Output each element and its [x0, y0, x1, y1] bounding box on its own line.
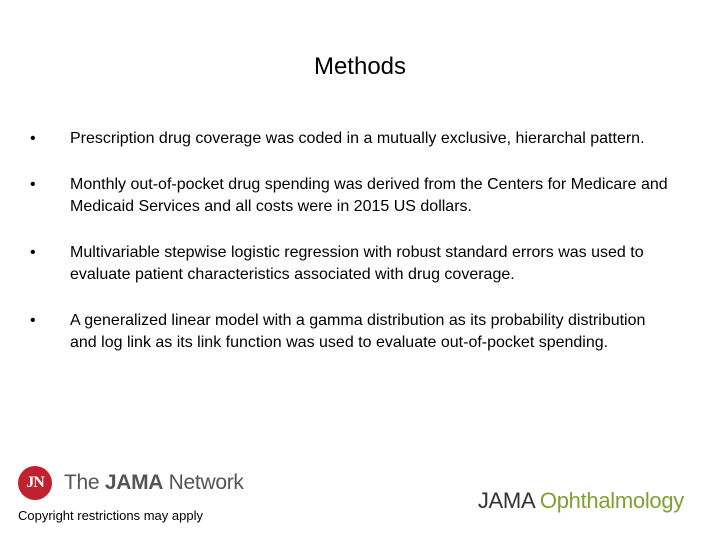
network-bold: JAMA: [104, 471, 164, 494]
slide-title: Methods: [313, 53, 407, 80]
bullet-marker: •: [30, 244, 36, 261]
bullet-marker: •: [30, 130, 36, 147]
bullet-text: Monthly out-of-pocket drug spending was derived from the Centers for Medicare and Medicaid Services and all costs were in 2015 US dollars.: [70, 176, 668, 215]
bullet-item: [20, 310, 670, 354]
bullet-text: A generalized linear model with a gamma distribution as its probability distribution and log link as its link function was used to evaluate out-of-pocket spending.: [70, 312, 646, 351]
network-suffix: Network: [163, 471, 244, 494]
journal-logo-jama: JAMA: [477, 488, 540, 513]
bullet-item: [20, 242, 670, 286]
jn-monogram-icon: [18, 466, 52, 500]
jama-network-wordmark: [64, 471, 244, 495]
bullet-item: [20, 174, 670, 218]
jn-monogram-text: JN: [26, 474, 44, 491]
journal-logo-ophthalmology: Ophthalmology: [539, 488, 684, 513]
bullet-list: [20, 128, 670, 378]
network-prefix: The: [64, 471, 105, 494]
bullet-text: Prescription drug coverage was coded in a mutually exclusive, hierarchal pattern.: [70, 130, 645, 147]
bullet-marker: •: [30, 176, 36, 193]
bullet-item: [20, 128, 670, 150]
bullet-text: Multivariable stepwise logistic regression with robust standard errors was used to evaluate patient characteristics associated with drug coverage.: [70, 244, 644, 283]
copyright-notice: Copyright restrictions may apply: [18, 508, 203, 523]
jama-ophthalmology-logo: [478, 488, 684, 514]
jama-network-logo: [18, 466, 244, 500]
bullet-marker: •: [30, 312, 36, 329]
